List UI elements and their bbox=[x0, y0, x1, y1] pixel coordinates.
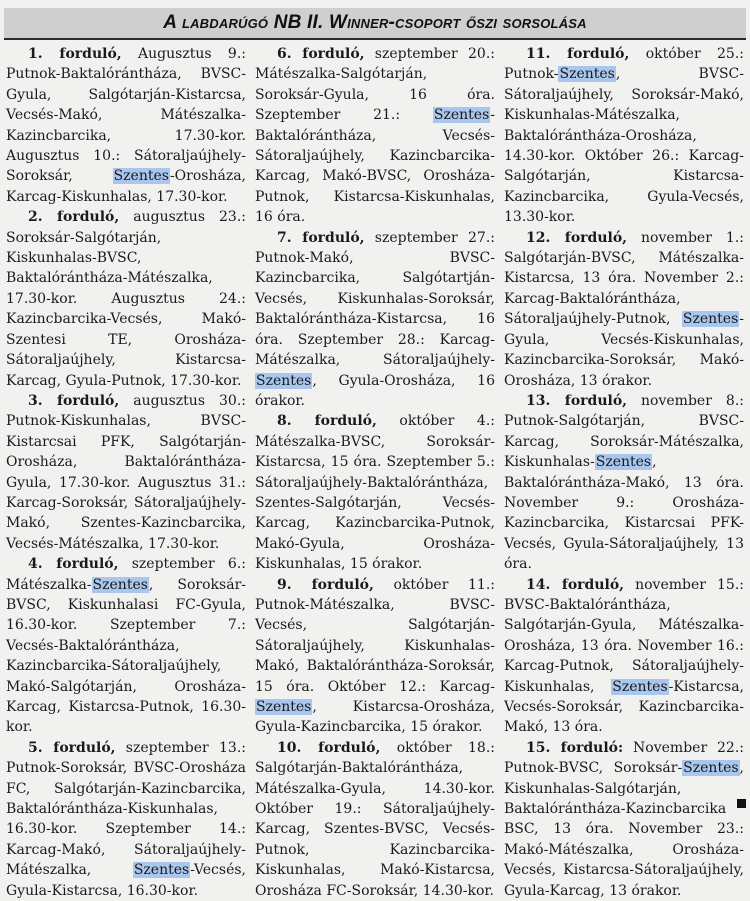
round-entry bbox=[6, 554, 246, 738]
fixture-text: szeptember 20.: Mátészalka-Salgótarján, Soroksár-Gyula, 16 óra. Szeptember 21.: bbox=[255, 46, 495, 123]
round-entry bbox=[504, 228, 744, 391]
fixture-text: október 11.: Putnok-Mátészalka, BVSC-Vecsés, Salgótarján-Sátoraljaújhely, Kiskunhalas-Makó, Baktalórántháza-Soroksár, 15 óra. Október 12.: Karcag- bbox=[255, 577, 495, 695]
round-number: 7. forduló, bbox=[277, 230, 365, 246]
fixture-text: , Kistarcsa-Orosháza, Gyula-Kazincbarcika, 15 órakor. bbox=[255, 699, 495, 735]
fixture-text: , Gyula-Orosháza, 16 órakor. bbox=[255, 373, 495, 409]
fixture-text: , Kiskunhalas-Salgótarján, Baktalórántháza-Kazincbarcika BSC, 13 óra. November 23.: Makó-Mátészalka, Orosháza-Vecsés, Kistarcsa-Sátoraljaújhely, Gyula-Karcag, 13 órakor. bbox=[504, 760, 744, 898]
text-column-3 bbox=[504, 44, 744, 901]
article-body bbox=[6, 44, 744, 814]
fixture-text: augusztus 30.: Putnok-Kiskunhalas, BVSC-Kistarcsai PFK, Salgótarján-Orosháza, Baktalórántháza-Gyula, 17.30-kor. Augusztus 31.: Karcag-Soroksár, Sátoraljaújhely-Makó, Szentes-Kazincbarcika, Vecsés-Mátészalka, 17.30-kor. bbox=[6, 393, 246, 552]
fixture-text: október 4.: Mátészalka-BVSC, Soroksár-Kistarcsa, 15 óra. Szeptember 5.: Sátoraljaújhely-Baktalórántháza, Szentes-Salgótarján, Vecsés-Karcag, Kazincbarcika-Putnok, Makó-Gyula, Orosháza-Kiskunhalas, 15 órakor. bbox=[255, 413, 495, 572]
round-entry bbox=[504, 44, 744, 228]
round-number: 6. forduló, bbox=[277, 46, 365, 62]
highlighted-team-name: Szentes bbox=[682, 760, 739, 776]
round-number: 4. forduló, bbox=[28, 556, 119, 572]
fixture-text: -Kistarcsa, Vecsés-Soroksár, Kazincbarcika-Makó, 13 óra. bbox=[504, 679, 744, 736]
fixture-text: Augusztus 9.: Putnok-Baktalórántháza, BVSC-Gyula, Salgótarján-Kistarcsa, Vecsés-Makó, Mátészalka-Kazincbarcika, 17.30-kor. Augusztus 10.: Sátoraljaújhely-Soroksár, bbox=[6, 46, 246, 184]
fixture-text: -Orosháza, Karcag-Kiskunhalas, 17.30-kor. bbox=[6, 168, 246, 204]
round-number: 5. forduló, bbox=[28, 740, 116, 756]
round-number: 15. forduló: bbox=[526, 740, 623, 756]
round-number: 2. forduló, bbox=[28, 209, 119, 225]
fixture-text: november 1.: Salgótarján-BVSC, Mátészalka-Kistarcsa, 13 óra. November 2.: Karcag-Baktalórántháza, Sátoraljaújhely-Putnok, bbox=[504, 230, 744, 328]
round-entry bbox=[255, 575, 495, 738]
fixture-text: , Baktalórántháza-Makó, 13 óra. November 9.: Orosháza-Kazincbarcika, Kistarcsai PFK-Vecsés, Gyula-Sátoraljaújhely, 13 óra. bbox=[504, 454, 744, 572]
fixture-text: szeptember 6.: Mátészalka- bbox=[6, 556, 246, 592]
round-entry bbox=[504, 391, 744, 575]
highlighted-team-name: Szentes bbox=[92, 577, 149, 593]
round-entry bbox=[255, 228, 495, 412]
highlighted-team-name: Szentes bbox=[113, 168, 170, 184]
round-number: 8. forduló, bbox=[277, 413, 377, 429]
round-entry bbox=[504, 575, 744, 738]
round-number: 13. forduló, bbox=[526, 393, 627, 409]
highlighted-team-name: Szentes bbox=[595, 454, 652, 470]
round-entry bbox=[6, 207, 246, 391]
round-number: 12. forduló, bbox=[526, 230, 627, 246]
round-number: 1. forduló, bbox=[28, 46, 122, 62]
highlighted-team-name: Szentes bbox=[433, 107, 490, 123]
fixture-text: szeptember 27.: Putnok-Makó, BVSC-Kazincbarcika, Salgótartján-Vecsés, Kiskunhalas-Soroksár, Baktalórántháza-Kistarcsa, 16 óra. Szeptember 28.: Karcag-Mátészalka, Sátoraljaújhely- bbox=[255, 230, 495, 368]
highlighted-team-name: Szentes bbox=[611, 679, 668, 695]
fixture-text: november 15.: BVSC-Baktalórántháza, Salgótarján-Gyula, Mátészalka-Orosháza, 13 óra. November 16.: Karcag-Putnok, Sátoraljaújhely-Kiskunhalas, bbox=[504, 577, 744, 695]
fixture-text: október 25.: Putnok- bbox=[504, 46, 744, 82]
round-entry bbox=[6, 44, 246, 207]
fixture-text: november 8.: Putnok-Salgótarján, BVSC-Karcag, Soroksár-Mátészalka, Kiskunhalas- bbox=[504, 393, 744, 470]
article-end-mark bbox=[737, 799, 746, 808]
fixture-text: szeptember 13.: Putnok-Soroksár, BVSC-Orosháza FC, Salgótarján-Kazincbarcika, Baktalórántháza-Kiskunhalas, 16.30-kor. Szeptember 14.: Karcag-Makó, Sátoraljaújhely-Mátészalka, bbox=[6, 740, 246, 878]
text-column-2 bbox=[255, 44, 495, 901]
round-number: 10. forduló, bbox=[277, 740, 380, 756]
round-entry bbox=[255, 411, 495, 574]
highlighted-team-name: Szentes bbox=[133, 862, 190, 878]
highlighted-team-name: Szentes bbox=[558, 66, 615, 82]
round-number: 11. forduló, bbox=[526, 46, 629, 62]
article-headline-bar bbox=[4, 8, 746, 38]
fixture-text: , Soroksár-BVSC, Kiskunhalasi FC-Gyula, 16.30-kor. Szeptember 7.: Vecsés-Baktalórántháza, Kazincbarcika-Sátoraljaújhely, Makó-Salgótarján, Orosháza-Karcag, Kistarcsa-Putnok, 16.30-kor. bbox=[6, 577, 246, 736]
round-number: 3. forduló, bbox=[28, 393, 119, 409]
text-column-1 bbox=[6, 44, 246, 901]
round-number: 9. forduló, bbox=[277, 577, 374, 593]
round-entry bbox=[255, 738, 495, 901]
fixture-text: -Gyula, Vecsés-Kiskunhalas, Kazincbarcika-Soroksár, Makó-Orosháza, 13 órakor. bbox=[504, 311, 744, 388]
round-entry bbox=[255, 44, 495, 228]
round-entry bbox=[6, 738, 246, 901]
highlighted-team-name: Szentes bbox=[682, 311, 739, 327]
round-entry bbox=[6, 391, 246, 554]
highlighted-team-name: Szentes bbox=[255, 699, 312, 715]
fixture-text: október 18.: Salgótarján-Baktalórántháza, Mátészalka-Gyula, 14.30-kor. Október 19.: Sátoraljaújhely-Karcag, Szentes-BVSC, Vecsés-Putnok, Kazincbarcika-Kiskunhalas, Makó-Kistarcsa, Orosháza FC-Soroksár, 14.30-kor. bbox=[255, 740, 495, 899]
article-headline: A labdarúgó NB II. Winner-csoport őszi sorsolása bbox=[163, 12, 587, 34]
fixture-text: , BVSC-Sátoraljaújhely, Soroksár-Makó, Kiskunhalas-Mátészalka, Baktalórántháza-Orosháza, 14.30-kor. Október 26.: Karcag-Salgótarján, Kistarcsa-Kazincbarcika, Gyula-Vecsés, 13.30-kor. bbox=[504, 66, 744, 225]
highlighted-team-name: Szentes bbox=[255, 373, 312, 389]
fixture-text: augusztus 23.: Soroksár-Salgótarján, Kiskunhalas-BVSC, Baktalórántháza-Mátészalka, 17.30-kor. Augusztus 24.: Kazincbarcika-Vecsés, Makó-Szentesi TE, Orosháza-Sátoraljaújhely, Kistarcsa-Karcag, Gyula-Putnok, 17.30-kor. bbox=[6, 209, 246, 388]
fixture-text: -Vecsés, Gyula-Kistarcsa, 16.30-kor. bbox=[6, 862, 246, 898]
fixture-text: -Baktalórántháza, Vecsés-Sátoraljaújhely, Kazincbarcika-Karcag, Makó-BVSC, Orosháza-Putnok, Kistarcsa-Kiskunhalas, 16 óra. bbox=[255, 107, 495, 225]
round-entry bbox=[504, 738, 744, 901]
headline-rule bbox=[4, 38, 746, 40]
round-number: 14. forduló, bbox=[526, 577, 624, 593]
fixture-text: November 22.: Putnok-BVSC, Soroksár- bbox=[504, 740, 744, 776]
